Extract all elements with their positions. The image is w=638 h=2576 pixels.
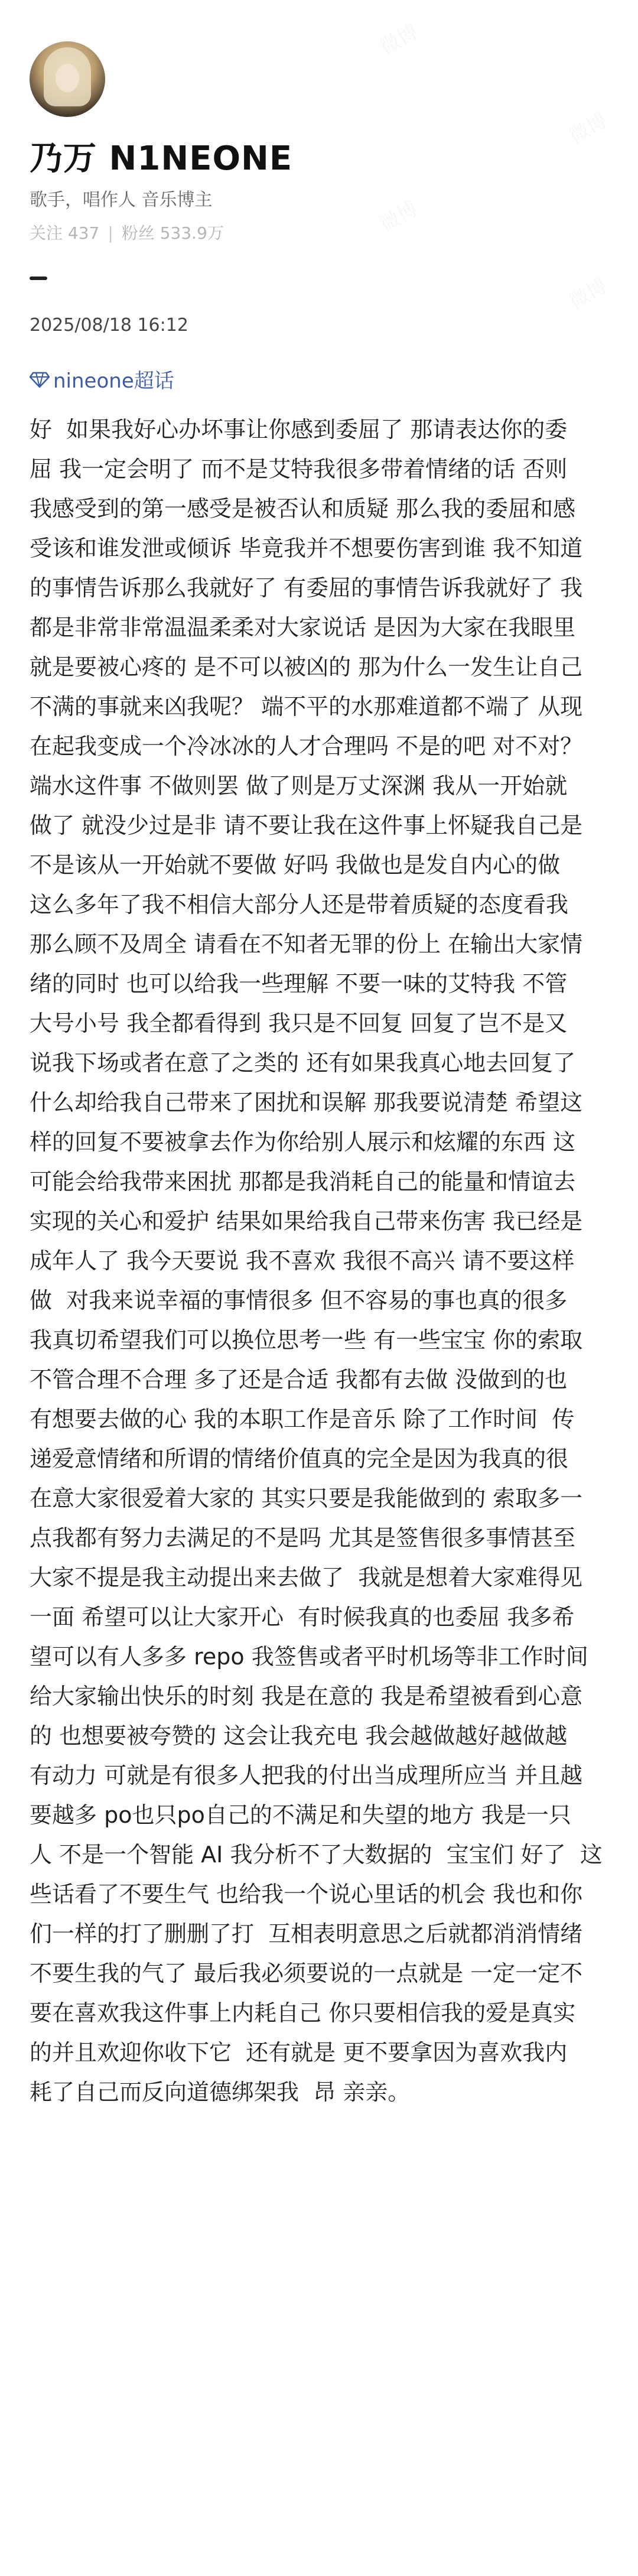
- watermark: [562, 104, 611, 149]
- post-line: 做 对我来说幸福的事情很多 但不容易的事也真的很多: [30, 1287, 568, 1313]
- topic-link[interactable]: [30, 365, 174, 393]
- post-line: 那么顾不及周全 请看在不知者无罪的份上 在输出大家情: [30, 931, 583, 957]
- post-line: 递爱意情绪和所谓的情绪价值真的完全是因为我真的很: [30, 1446, 569, 1472]
- post-line: 在起我变成一个冷冰冰的人才合理吗 不是的吧 对不对？: [30, 733, 583, 759]
- post-line: 点我都有努力去满足的不是吗 尤其是签售很多事情甚至: [30, 1525, 576, 1551]
- post-line: 给大家输出快乐的时刻 我是在意的 我是希望被看到心意: [30, 1683, 583, 1709]
- post-body: [30, 410, 614, 2112]
- post-line: 不管合理不合理 多了还是合适 我都有去做 没做到的也: [30, 1367, 568, 1393]
- post-line: 在意大家很爱着大家的 其实只要是我能做到的 索取多一: [30, 1485, 583, 1511]
- following-count[interactable]: 437: [67, 223, 100, 243]
- post-line: 屈 我一定会明了 而不是艾特我很多带着情绪的话 否则: [30, 456, 568, 482]
- post-line: 一面 希望可以让大家开心 有时候我真的也委屈 我多希: [30, 1604, 575, 1630]
- post-line: 这么多年了我不相信大部分人还是带着质疑的态度看我: [30, 892, 569, 918]
- verified-info: 歌手，唱作人 音乐博主: [30, 190, 213, 210]
- post-line: 样的回复不要被拿去作为你给别人展示和炫耀的东西 这: [30, 1129, 576, 1155]
- username[interactable]: 乃万 N1NEONE: [30, 139, 293, 178]
- post-line: 们一样的打了删删了打 互相表明意思之后就都消消情绪: [30, 1921, 583, 1947]
- post-line: 有动力 可就是有很多人把我的付出当成理所应当 并且越: [30, 1762, 583, 1788]
- following-label: 关注: [30, 223, 63, 243]
- divider: [30, 277, 47, 280]
- post-line: 成年人了 我今天要说 我不喜欢 我很不高兴 请不要这样: [30, 1248, 575, 1274]
- post-line: 大号小号 我全都看得到 我只是不回复 回复了岂不是又: [30, 1010, 568, 1036]
- post-line: 做了 就没少过是非 请不要让我在这件事上怀疑我自己是: [30, 812, 583, 838]
- post-line: 端水这件事 不做则罢 做了则是万丈深渊 我从一开始就: [30, 773, 568, 799]
- topic-label[interactable]: nineone超话: [53, 369, 174, 393]
- post-line: 我感受到的第一感受是被否认和质疑 那么我的委屈和感: [30, 496, 576, 522]
- followers-label: 粉丝: [121, 223, 155, 243]
- profile-stats: 关注 437 | 粉丝 533.9万: [30, 223, 224, 243]
- post-line: 大家不提是我主动提出来去做了 我就是想着大家难得见: [30, 1565, 583, 1591]
- watermark: [562, 269, 611, 314]
- post-date: 2025/08/18 16:12: [30, 315, 188, 336]
- post-line: 要越多 po也只po自己的不满足和失望的地方 我是一只: [30, 1802, 571, 1828]
- post-line: 些话看了不要生气 也给我一个说心里话的机会 我也和你: [30, 1881, 583, 1907]
- post-line: 受该和谁发泄或倾诉 毕竟我并不想要伤害到谁 我不知道: [30, 535, 583, 561]
- post-line: 说我下场或者在意了之类的 还有如果我真心地去回复了: [30, 1050, 576, 1076]
- watermark: [373, 193, 422, 238]
- post-line: 都是非常非常温温柔柔对大家说话 是因为大家在我眼里: [30, 614, 576, 640]
- post-line: 人 不是一个智能 AI 我分析不了大数据的 宝宝们 好了 这: [30, 1842, 603, 1868]
- post-line: 不满的事就来凶我呢？ 端不平的水那难道都不端了 从现: [30, 694, 583, 720]
- post-line: 的并且欢迎你收下它 还有就是 更不要拿因为喜欢我内: [30, 2040, 568, 2066]
- followers-count[interactable]: 533.9万: [160, 223, 224, 243]
- post-line: 的 也想要被夸赞的 这会让我充电 我会越做越好越做越: [30, 1723, 568, 1749]
- avatar[interactable]: [30, 41, 105, 117]
- post-line: 不要生我的气了 最后我必须要说的一点就是 一定一定不: [30, 1960, 583, 1986]
- post-line: 望可以有人多多 repo 我签售或者平时机场等非工作时间: [30, 1644, 588, 1670]
- post-line: 就是要被心疼的 是不可以被凶的 那为什么一发生让自己: [30, 654, 583, 680]
- post-line: 好 如果我好心办坏事让你感到委屈了 那请表达你的委: [30, 417, 568, 443]
- post-line: 可能会给我带来困扰 那都是我消耗自己的能量和情谊去: [30, 1169, 576, 1195]
- post-line: 的事情告诉那么我就好了 有委屈的事情告诉我就好了 我: [30, 575, 583, 601]
- post-line: 不是该从一开始就不要做 好吗 我做也是发自内心的做: [30, 852, 561, 878]
- post-line: 要在喜欢我这件事上内耗自己 你只要相信我的爱是真实: [30, 2000, 576, 2026]
- post-line: 耗了自己而反向道德绑架我 昂 亲亲。: [30, 2079, 411, 2105]
- post-line: 我真切希望我们可以换位思考一些 有一些宝宝 你的索取: [30, 1327, 583, 1353]
- post-line: 有想要去做的心 我的本职工作是音乐 除了工作时间 传: [30, 1406, 575, 1432]
- post-line: 绪的同时 也可以给我一些理解 不要一味的艾特我 不管: [30, 971, 568, 997]
- diamond-icon: [30, 370, 50, 388]
- watermark: [373, 15, 422, 60]
- post-line: 什么却给我自己带来了困扰和误解 那我要说清楚 希望这: [30, 1089, 583, 1115]
- post-line: 实现的关心和爱护 结果如果给我自己带来伤害 我已经是: [30, 1208, 583, 1234]
